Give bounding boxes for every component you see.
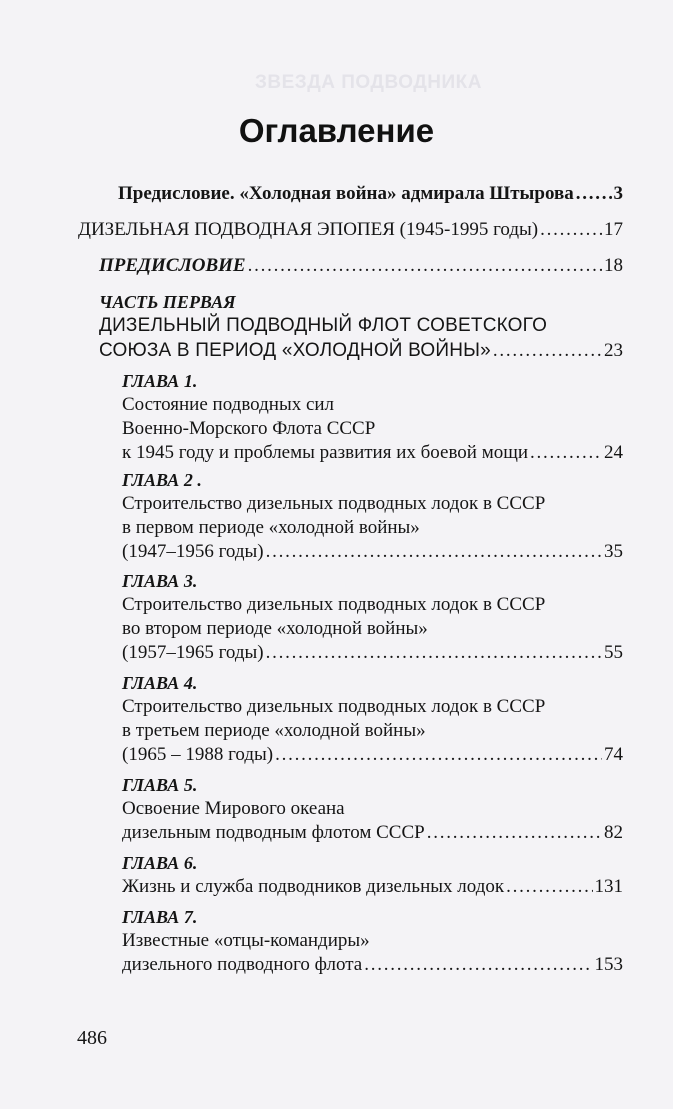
chapter-title-line: Строительство дизельных подводных лодок в СССР <box>122 594 546 615</box>
chapter-label: ГЛАВА 5. <box>122 775 198 795</box>
show-through-text: ЗВЕЗДА ПОДВОДНИКА <box>255 72 482 93</box>
toc-entry-text: ПРЕДИСЛОВИЕ <box>99 255 246 276</box>
toc-leader-dots <box>275 744 602 766</box>
chapter-title-line: Строительство дизельных подводных лодок в СССР <box>122 696 546 717</box>
toc-leader-dots <box>576 183 612 205</box>
toc-entry-epic[interactable] <box>78 219 623 241</box>
toc-leader-dots <box>530 442 602 464</box>
toc-entry-chapter-1[interactable] <box>122 442 623 464</box>
toc-leader-dots <box>493 340 602 362</box>
chapter-title-line: (1957–1965 годы) <box>122 642 264 663</box>
toc-leader-dots <box>248 255 602 277</box>
toc-entry-chapter-7[interactable] <box>122 954 623 976</box>
toc-entry-text: ДИЗЕЛЬНАЯ ПОДВОДНАЯ ЭПОПЕЯ (1945-1995 годы) <box>78 219 539 240</box>
toc-entry-chapter-4[interactable] <box>122 744 623 766</box>
toc-leader-dots <box>506 876 592 898</box>
toc-leader-dots <box>540 219 602 241</box>
toc-entry-part-one[interactable] <box>99 340 623 362</box>
toc-leader-dots <box>427 822 602 844</box>
toc-leader-dots <box>266 642 602 664</box>
toc-page-number: 35 <box>604 541 623 562</box>
chapter-title-line: в первом периоде «холодной войны» <box>122 517 420 538</box>
chapter-label: ГЛАВА 4. <box>122 673 198 693</box>
chapter-title-line: во втором периоде «холодной войны» <box>122 618 428 639</box>
chapter-label: ГЛАВА 7. <box>122 907 198 927</box>
chapter-title-line: дизельным подводным флотом СССР <box>122 822 425 843</box>
toc-leader-dots <box>266 541 602 563</box>
chapter-title-line: Освоение Мирового океана <box>122 798 345 819</box>
toc-entry-chapter-5[interactable] <box>122 822 623 844</box>
chapter-label: ГЛАВА 3. <box>122 571 198 591</box>
toc-page-number: 55 <box>604 642 623 663</box>
toc-page-number: 18 <box>604 255 623 276</box>
page-title: Оглавление <box>238 112 435 149</box>
toc-page-number: 82 <box>604 822 623 843</box>
toc-page-number: 153 <box>594 954 623 975</box>
chapter-label: ГЛАВА 1. <box>122 371 198 391</box>
toc-page-number: 23 <box>604 340 623 361</box>
chapter-title-line: (1947–1956 годы) <box>122 541 264 562</box>
toc-entry-chapter-2[interactable] <box>122 541 623 563</box>
chapter-title-line: к 1945 году и проблемы развития их боевой мощи <box>122 442 529 463</box>
toc-entry-chapter-6[interactable] <box>122 876 623 898</box>
chapter-title-line: (1965 – 1988 годы) <box>122 744 274 765</box>
toc-page-number: 24 <box>604 442 623 463</box>
toc-entry-text: Предисловие. «Холодная война» адмирала Штырова <box>118 183 574 204</box>
toc-page-number: 74 <box>604 744 623 765</box>
chapter-title-line: дизельного подводного флота <box>122 954 363 975</box>
part-label: ЧАСТЬ ПЕРВАЯ <box>99 292 236 312</box>
chapter-title-line: Военно-Морского Флота СССР <box>122 418 376 439</box>
toc-entry-foreword[interactable] <box>118 183 623 205</box>
toc-leader-dots <box>364 954 592 976</box>
part-title-line: СОЮЗА В ПЕРИОД «ХОЛОДНОЙ ВОЙНЫ» <box>99 340 491 361</box>
chapter-title-line: Строительство дизельных подводных лодок в СССР <box>122 493 546 514</box>
toc-entry-preface[interactable] <box>99 255 623 277</box>
chapter-title-line: Известные «отцы-командиры» <box>122 930 370 951</box>
toc-page-number: 3 <box>613 183 623 204</box>
toc-entry-chapter-3[interactable] <box>122 642 623 664</box>
toc-page-number: 17 <box>604 219 623 240</box>
chapter-title-line: Жизнь и служба подводников дизельных лодок <box>122 876 505 897</box>
part-title-line: ДИЗЕЛЬНЫЙ ПОДВОДНЫЙ ФЛОТ СОВЕТСКОГО <box>99 315 548 336</box>
chapter-title-line: в третьем периоде «холодной войны» <box>122 720 426 741</box>
page-number: 486 <box>77 1027 107 1049</box>
toc-page-number: 131 <box>594 876 623 897</box>
chapter-label: ГЛАВА 6. <box>122 853 198 873</box>
chapter-label: ГЛАВА 2 . <box>122 470 202 490</box>
chapter-title-line: Состояние подводных сил <box>122 394 335 415</box>
